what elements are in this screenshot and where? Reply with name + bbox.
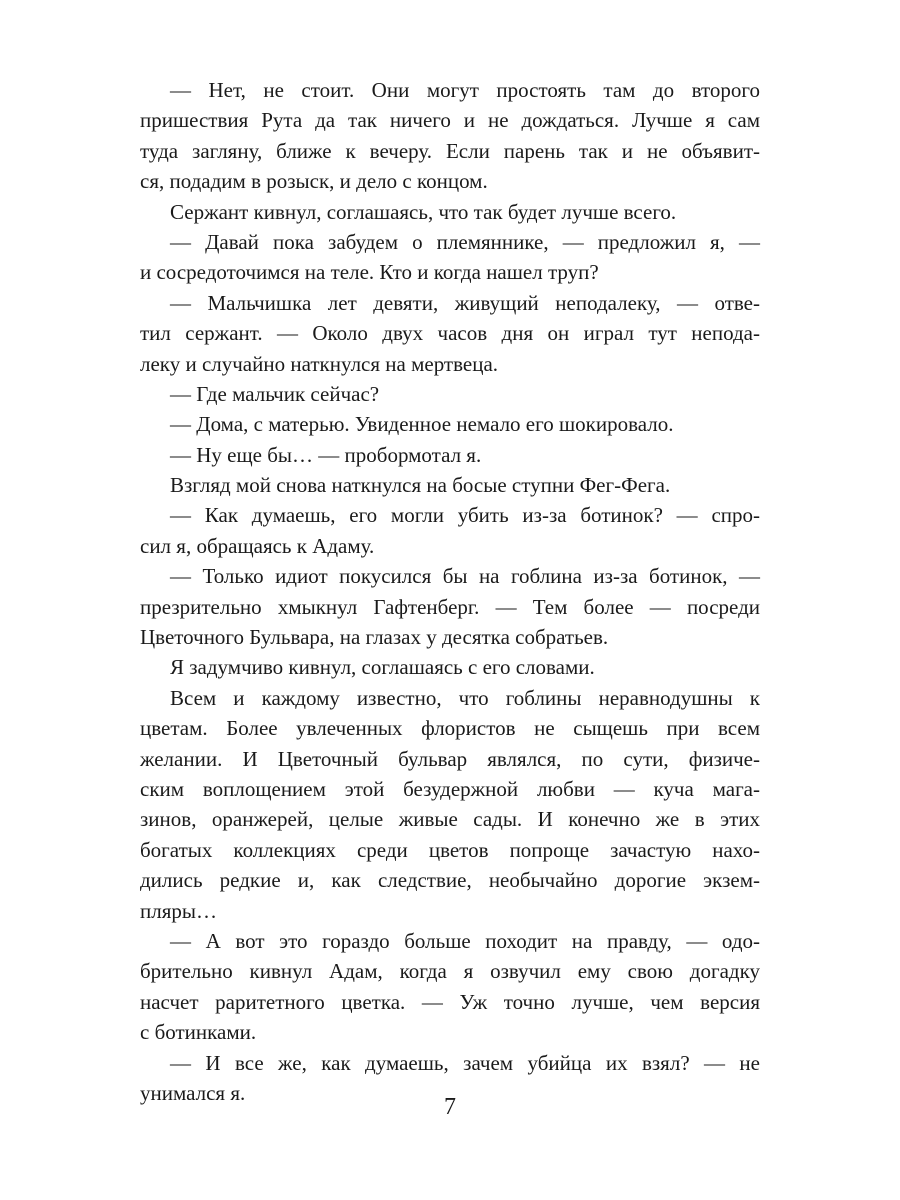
text-line: ся, подадим в розыск, и дело с концом. bbox=[140, 169, 488, 194]
text-line: пляры… bbox=[140, 898, 217, 923]
text-line: сил я, обращаясь к Адаму. bbox=[140, 533, 375, 558]
text-line: — И все же, как думаешь, зачем убийца их взял? — не bbox=[170, 1050, 760, 1075]
text-line: зинов, оранжерей, целые живые сады. И конечно же в этих bbox=[140, 807, 760, 832]
text-line: брительно кивнул Адам, когда я озвучил ему свою догадку bbox=[140, 959, 760, 984]
text-line: — Давай пока забудем о племяннике, — предложил я, — bbox=[170, 229, 760, 254]
text-line: ским воплощением этой безудержной любви — куча мага- bbox=[140, 776, 760, 801]
text-line: туда загляну, ближе к вечеру. Если парень так и не объявит- bbox=[140, 138, 760, 163]
text-line: желании. И Цветочный бульвар являлся, по сути, физиче- bbox=[140, 746, 760, 771]
text-line: Всем и каждому известно, что гоблины неравнодушны к bbox=[170, 685, 760, 710]
text-line: дились редкие и, как следствие, необычайно дорогие экзем- bbox=[140, 868, 760, 893]
text-line: пришествия Рута да так ничего и не дождаться. Лучше я сам bbox=[140, 108, 760, 133]
text-line: — Ну еще бы… — пробормотал я. bbox=[170, 442, 482, 467]
text-line: насчет раритетного цветка. — Уж точно лучше, чем версия bbox=[140, 989, 760, 1014]
text-line: Сержант кивнул, соглашаясь, что так будет лучше всего. bbox=[170, 199, 677, 224]
text-line: цветам. Более увлеченных флористов не сыщешь при всем bbox=[140, 716, 760, 741]
text-line: унимался я. bbox=[140, 1080, 246, 1105]
text-line: — А вот это гораздо больше походит на правду, — одо- bbox=[170, 928, 760, 953]
text-line: — Только идиот покусился бы на гоблина из-за ботинок, — bbox=[170, 564, 760, 589]
text-line: — Мальчишка лет девяти, живущий неподалеку, — отве- bbox=[170, 290, 760, 315]
text-line: — Где мальчик сейчас? bbox=[170, 381, 380, 406]
text-line: с ботинками. bbox=[140, 1020, 257, 1045]
text-line: Я задумчиво кивнул, соглашаясь с его словами. bbox=[170, 655, 595, 680]
text-line: — Как думаешь, его могли убить из-за ботинок? — спро- bbox=[170, 503, 760, 528]
text-line: богатых коллекциях среди цветов попроще зачастую нахо- bbox=[140, 837, 760, 862]
text-line: презрительно хмыкнул Гафтенберг. — Тем более — посреди bbox=[140, 594, 760, 619]
page-number: 7 bbox=[444, 1094, 456, 1120]
text-line: — Дома, с матерью. Увиденное немало его шокировало. bbox=[170, 412, 674, 437]
text-line: Взгляд мой снова наткнулся на босые ступни Фег-Фега. bbox=[170, 473, 671, 498]
text-line: тил сержант. — Около двух часов дня он играл тут непода- bbox=[140, 321, 760, 346]
text-line: и сосредоточимся на теле. Кто и когда нашел труп? bbox=[140, 260, 599, 285]
body-text bbox=[140, 75, 760, 1108]
text-line: леку и случайно наткнулся на мертвеца. bbox=[140, 351, 499, 376]
text-line: — Нет, не стоит. Они могут простоять там до второго bbox=[170, 78, 760, 102]
text-line: Цветочного Бульвара, на глазах у десятка собратьев. bbox=[140, 625, 609, 650]
